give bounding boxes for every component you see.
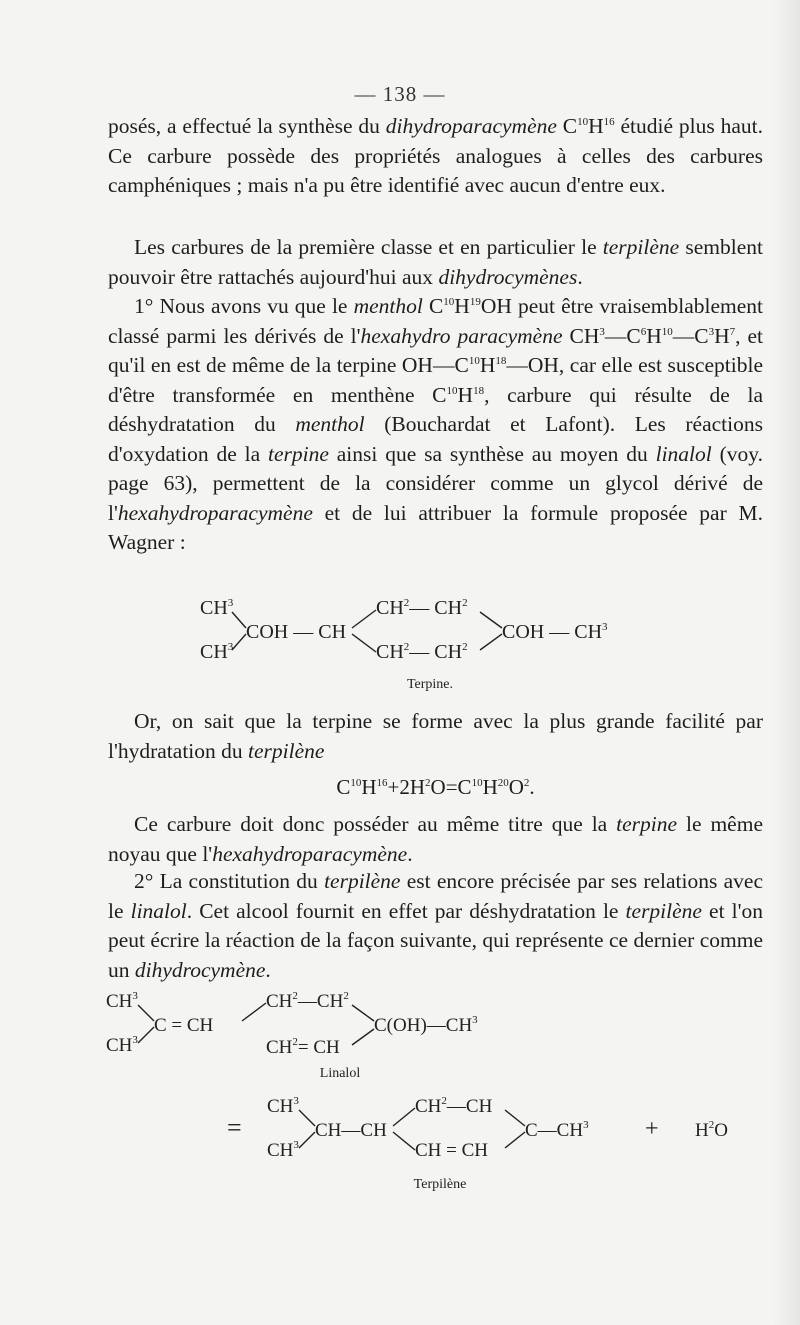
terpilene-formula	[225, 1088, 775, 1198]
terpilene-ring-top: $CH^2—CH$	[415, 1095, 493, 1117]
terpine-formula	[180, 590, 680, 700]
paragraph-block-2	[108, 233, 763, 292]
terpine-coh-left: COH — CH	[246, 621, 347, 643]
linalol-c-eq-ch: C = CH	[154, 1015, 214, 1036]
linalol-ch2-ch2: $CH^2—CH^2$	[266, 990, 349, 1012]
hydration-equation: $C^{10}H^{16}+2H^2O=C^{10}H^{20}O^2$.	[336, 775, 535, 799]
paragraph-continuation	[108, 112, 763, 201]
paragraph-4: Or, on sait que la terpine se forme avec la plus grande facilité par l'hydratation du terpilène	[108, 709, 763, 763]
paragraph-block-6	[108, 867, 763, 985]
linalol-ch2-eq-ch: $CH^2=$ CH	[266, 1036, 340, 1058]
page-number: — 138 —	[354, 82, 446, 106]
page-edge-shadow	[772, 0, 800, 1325]
paragraph-3: 1° Nous avons vu que le menthol $C^{10}H^{19}OH$ peut être vraisemblablement classé parmi les dérivés de l'hexahydro paracymène $CH^3—C^6H^{10}—C^3H^7$, et qu'il en est de même de la terpine $OH—C^{10}H^{18}—OH$, car elle est susceptible d'être transformée en menthène $C^{10}H^{18}$, carbure qui résulte de la déshydratation du menthol (Bouchardat et Lafont). Les réactions d'oxydation de la terpine ainsi que sa synthèse au moyen du linalol (voy. page 63), permettent de la considérer comme un glycol dérivé de l'hexahydroparacymène et de lui attribuer la formule proposée par M. Wagner :	[108, 294, 764, 554]
water-formula: $H^2O$	[695, 1119, 728, 1141]
terpilene-ch3-top: $CH^3$	[267, 1095, 299, 1117]
linalol-ch3-bottom: $CH^3$	[106, 1034, 138, 1056]
terpilene-c-ch3: $C—CH^3$	[525, 1119, 589, 1141]
terpilene-ring-bottom: CH = CH	[415, 1140, 489, 1161]
linalol-formula	[100, 985, 600, 1085]
terpine-ch3-bottom: $CH^3$	[200, 641, 234, 663]
paragraph-1: posés, a effectué la synthèse du dihydroparacymène $C^{10}H^{16}$ étudié plus haut. Ce carbure possède des propriétés analogues à celles des carbures camphéniques ; mais n'a pu être identifié avec aucun d'entre eux.	[108, 114, 763, 197]
equals-sign: =	[227, 1113, 242, 1142]
terpine-caption: Terpine.	[406, 677, 454, 692]
linalol-coh: $C(OH)—CH^3$	[374, 1014, 478, 1036]
terpine-ch3-top: $CH^3$	[200, 597, 234, 619]
paragraph-block-5	[108, 810, 763, 869]
terpine-coh-right: COH — $CH^3$	[502, 621, 608, 643]
terpine-ring-top: $CH^2—$ $CH^2$	[376, 597, 468, 619]
paragraph-5: Ce carbure doit donc posséder au même titre que la terpine le même noyau que l'hexahydroparacymène.	[108, 812, 763, 866]
terpilene-ch3-bottom: $CH^3$	[267, 1139, 299, 1161]
paragraph-block-4	[108, 707, 763, 808]
linalol-caption: Linalol	[319, 1066, 361, 1081]
paragraph-2: Les carbures de la première classe et en particulier le terpilène semblent pouvoir être rattachés aujourd'hui aux dihydrocymènes.	[108, 235, 763, 289]
plus-sign: +	[645, 1116, 659, 1142]
terpine-ring-bottom: $CH^2—$ $CH^2$	[376, 641, 468, 663]
paragraph-block-3	[108, 292, 763, 558]
linalol-ch3-top: $CH^3$	[106, 990, 138, 1012]
terpilene-caption: Terpilène	[413, 1177, 467, 1192]
terpilene-ch-ch: CH—CH	[315, 1120, 387, 1141]
paragraph-6: 2° La constitution du terpilène est encore précisée par ses relations avec le linalol. Cet alcool fournit en effet par déshydratation le terpilène et l'on peut écrire la réaction de la façon suivante, qui représente ce dernier comme un dihydrocymène.	[108, 869, 763, 982]
